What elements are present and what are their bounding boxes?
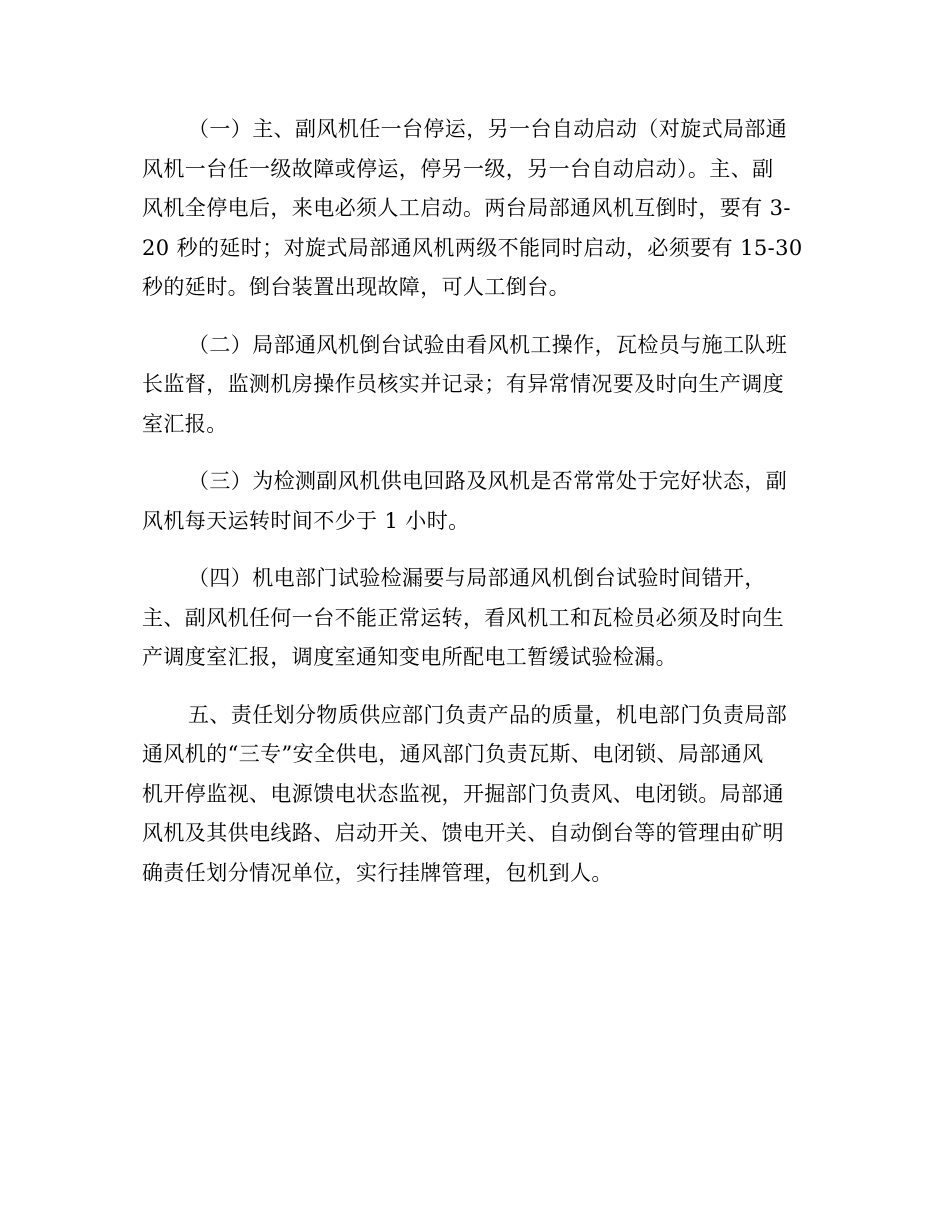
text-line: 风机全停电后，来电必须人工启动。两台局部通风机互倒时，要有 3- [142,196,791,220]
text-line: 室汇报。 [142,411,228,436]
text-line: 风机每天运转时间不少于 1 小时。 [142,508,470,533]
paragraph-5 [142,696,804,894]
text-line: 20 秒的延时；对旋式局部通风机两级不能同时启动，必须要有 15-30 [142,235,803,260]
paragraph-2 [142,326,804,445]
text-line: 长监督，监测机房操作员核实并记录；有异常情况要及时向生产调度 [142,372,784,396]
text-line: 通风机的“三专”安全供电，通风部门负责瓦斯、电闭锁、局部通风 [142,742,764,766]
text-line: （二）局部通风机倒台试验由看风机工操作，瓦检员与施工队班 [188,332,788,357]
text-line: 机开停监视、电源馈电状态监视，开掘部门负责风、电闭锁。局部通 [142,781,784,806]
text-line: 产调度室汇报，调度室通知变电所配电工暂缓试验检漏。 [142,645,677,669]
text-line: 秒的延时。倒台装置出现故障，可人工倒台。 [142,275,570,299]
text-line: （四）机电部门试验检漏要与局部通风机倒台试验时间错开， [188,566,766,590]
text-line: 五、责任划分物质供应部门负责产品的质量，机电部门负责局部 [188,702,788,727]
text-line: 风机一台任一级故障或停运，停另一级，另一台自动启动）。主、副 [142,156,774,181]
document-page [142,110,804,911]
text-line: 风机及其供电线路、启动开关、馈电开关、自动倒台等的管理由矿明 [142,821,784,845]
text-line: （一）主、副风机任一台停运，另一台自动启动（对旋式局部通 [188,117,788,141]
paragraph-4 [142,559,804,678]
text-line: 确责任划分情况单位，实行挂牌管理，包机到人。 [142,860,613,885]
paragraph-3 [142,462,804,541]
text-line: 主、副风机任何一台不能正常运转，看风机工和瓦检员必须及时向生 [142,605,784,630]
text-line: （三）为检测副风机供电回路及风机是否常常处于完好状态，副 [188,469,788,493]
paragraph-1 [142,110,804,308]
